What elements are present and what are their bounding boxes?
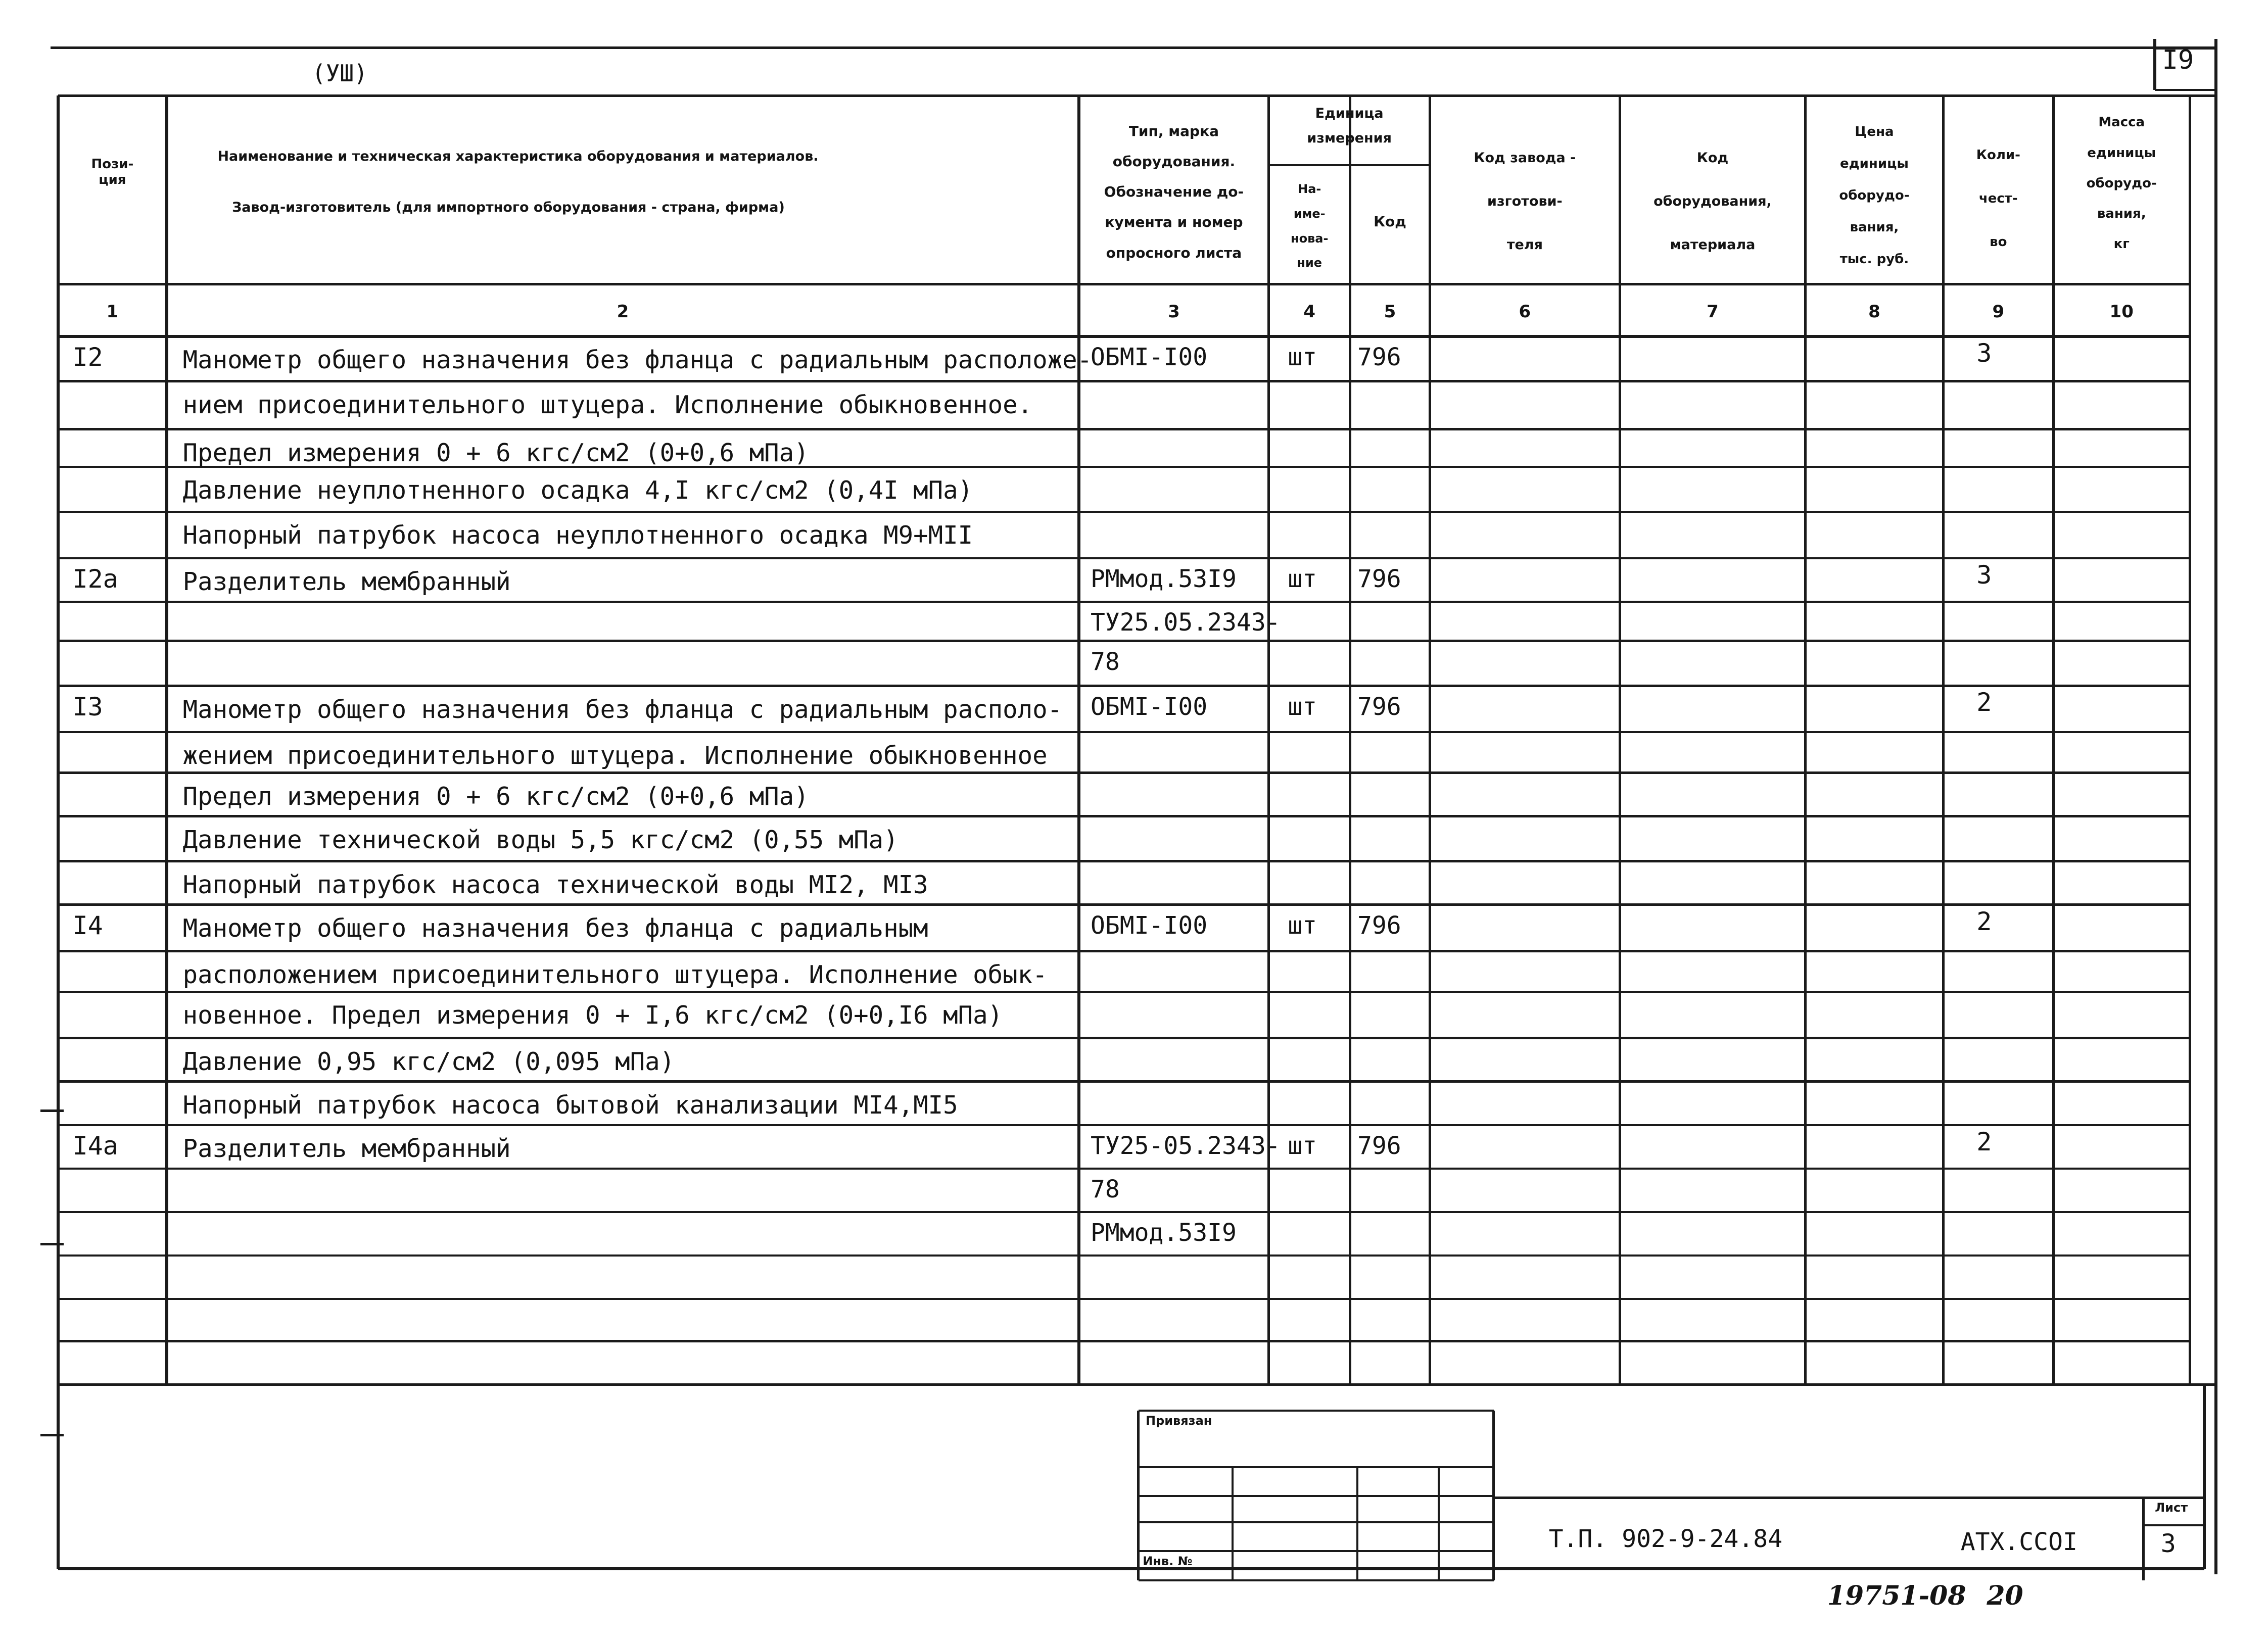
- row-position: I2а: [72, 564, 118, 594]
- row-unit: шт: [1288, 911, 1317, 940]
- stamp-line: [1356, 1467, 1358, 1580]
- row-line: [58, 731, 2190, 734]
- row-name: расположением присоединительного штуцера. Исполнение обык-: [182, 960, 1048, 989]
- header-unit-name: име-: [1293, 206, 1326, 221]
- row-quantity: 2: [1976, 1127, 1992, 1156]
- row-type: РМмод.53I9: [1090, 1219, 1237, 1247]
- header-mass: оборудо-: [2086, 175, 2157, 191]
- row-line: [58, 1254, 2190, 1257]
- header-unit-group: Единица: [1315, 105, 1384, 121]
- row-type: РМмод.53I9: [1090, 565, 1237, 594]
- column-divider: [165, 95, 168, 1384]
- row-line: [58, 557, 2190, 560]
- header-type: Тип, марка: [1128, 122, 1219, 139]
- row-line: [58, 1340, 2190, 1342]
- title-block-line: [2143, 1524, 2204, 1526]
- row-name: Разделитель мембранный: [182, 567, 511, 596]
- header-factory-code: теля: [1506, 236, 1543, 253]
- stamp-line: [1139, 1550, 1494, 1552]
- stamp-line: [1139, 1521, 1494, 1523]
- header-mass: единицы: [2087, 145, 2156, 161]
- row-position: I4: [72, 911, 103, 941]
- header-equipment-code: оборудования,: [1653, 193, 1772, 209]
- header-unit-group: измерения: [1307, 130, 1392, 146]
- row-name: Предел измерения 0 + 6 кгс/см2 (0+0,6 мПа): [182, 438, 809, 467]
- row-type: ТУ25-05.2343-: [1090, 1132, 1281, 1161]
- header-equipment-code: материала: [1670, 236, 1756, 253]
- header-bottom-line: [58, 283, 2190, 286]
- header-position: Пози-: [91, 156, 134, 172]
- row-name: нием присоединительного штуцера. Исполнение обыкновенное.: [182, 390, 1033, 419]
- sheet-label: Лист: [2155, 1501, 2188, 1515]
- row-line: [58, 950, 2190, 952]
- row-line: [58, 1037, 2190, 1039]
- row-name: Давление технической воды 5,5 кгс/см2 (0,55 мПа): [182, 825, 899, 854]
- header-unit-code: Код: [1374, 213, 1406, 230]
- stamp-line: [1139, 1495, 1494, 1497]
- row-quantity: 3: [1976, 560, 1992, 590]
- row-line: [58, 815, 2190, 817]
- header-name-line: Наименование и техническая характеристика оборудования и материалов.: [217, 149, 819, 165]
- row-line: [58, 1168, 2190, 1170]
- row-name: Манометр общего назначения без фланца с радиальным располо-: [182, 695, 1063, 724]
- column-number: 10: [2109, 301, 2134, 322]
- stamp-line: [1232, 1467, 1234, 1580]
- column-divider: [1429, 95, 1431, 1384]
- row-line: [58, 1124, 2190, 1127]
- stamp-line: [1139, 1410, 1494, 1412]
- row-name: Давление неуплотненного осадка 4,I кгс/см2 (0,4I мПа): [182, 476, 973, 505]
- unit-group-line: [1269, 164, 1430, 167]
- row-name: Давление 0,95 кгс/см2 (0,095 мПа): [182, 1047, 675, 1076]
- sheet-number: 3: [2160, 1528, 2176, 1558]
- section-roman-numeral: (УШ): [311, 59, 368, 87]
- column-number: 3: [1168, 301, 1180, 322]
- title-block-line: [1494, 1497, 2204, 1499]
- document-code: АТХ.ССОI: [1960, 1527, 2077, 1556]
- stamp-privyazan: Привязан: [1145, 1413, 1212, 1428]
- row-line: [58, 1298, 2190, 1300]
- table-bottom-line: [58, 1383, 2190, 1386]
- column-number: 1: [106, 301, 119, 322]
- row-line: [58, 1080, 2190, 1083]
- row-unit: шт: [1288, 692, 1317, 721]
- row-name: Напорный патрубок насоса технической воды МI2, МI3: [182, 870, 928, 899]
- header-unit-name: На-: [1298, 182, 1321, 197]
- column-divider: [1804, 95, 1807, 1384]
- row-line: [58, 771, 2190, 774]
- row-name: жением присоединительного штуцера. Исполнение обыкновенное: [182, 741, 1048, 770]
- header-mass: кг: [2113, 236, 2130, 252]
- row-type: ТУ25.05.2343-: [1090, 608, 1281, 637]
- column-number: 7: [1707, 301, 1719, 322]
- archive-number: 19751-08: [1827, 1580, 1966, 1611]
- column-divider: [1619, 95, 1621, 1384]
- column-number: 6: [1519, 301, 1531, 322]
- header-type: Обозначение до-: [1104, 183, 1244, 201]
- row-quantity: 3: [1976, 338, 1992, 368]
- row-line: [58, 685, 2190, 687]
- row-unit-code: 796: [1357, 565, 1401, 594]
- header-factory-code: Код завода -: [1474, 150, 1576, 166]
- row-unit-code: 796: [1357, 692, 1401, 721]
- header-price: вания,: [1850, 219, 1899, 235]
- row-name: Манометр общего назначения без фланца с радиальным: [182, 913, 928, 943]
- row-position: I4а: [72, 1131, 118, 1161]
- row-name: Предел измерения 0 + 6 кгс/см2 (0+0,6 мПа): [182, 782, 809, 811]
- column-number: 4: [1303, 301, 1316, 322]
- column-divider: [2052, 95, 2055, 1384]
- header-type: оборудования.: [1112, 153, 1236, 170]
- row-name: Разделитель мембранный: [182, 1134, 511, 1164]
- row-name: Напорный патрубок насоса бытовой канализации МI4,МI5: [182, 1090, 958, 1120]
- right-border: [2214, 39, 2217, 1574]
- header-mass: вания,: [2097, 206, 2146, 222]
- column-number: 5: [1384, 301, 1396, 322]
- stamp-line: [1139, 1579, 1494, 1581]
- column-number: 9: [1992, 301, 2005, 322]
- stamp-inv-no: Инв. №: [1143, 1554, 1193, 1569]
- row-unit-code: 796: [1357, 1132, 1401, 1161]
- row-line: [58, 428, 2190, 430]
- header-type: кумента и номер: [1105, 214, 1243, 231]
- column-divider: [2189, 95, 2191, 1384]
- row-quantity: 2: [1976, 906, 1992, 936]
- row-type: 78: [1090, 1175, 1120, 1204]
- row-unit-code: 796: [1357, 911, 1401, 940]
- row-name: Напорный патрубок насоса неуплотненного осадка М9+МII: [182, 521, 973, 550]
- handwritten-page: 20: [1987, 1580, 2023, 1611]
- row-position: I2: [72, 343, 103, 372]
- row-line: [58, 601, 2190, 603]
- title-block-line: [2142, 1498, 2145, 1580]
- right-frame-inner: [2203, 1384, 2206, 1568]
- header-position: ция: [99, 172, 126, 188]
- margin-tick: [40, 1434, 64, 1436]
- header-quantity: чест-: [1978, 191, 2018, 207]
- margin-tick: [40, 1109, 64, 1112]
- row-type: ОБМI-I00: [1090, 343, 1208, 372]
- row-type: ОБМI-I00: [1090, 911, 1208, 940]
- header-quantity: во: [1990, 234, 2007, 250]
- header-equipment-code: Код: [1696, 150, 1729, 166]
- number-row-line: [58, 335, 2190, 338]
- row-type: ОБМI-I00: [1090, 692, 1208, 721]
- column-divider: [1942, 95, 1945, 1384]
- header-price: единицы: [1840, 156, 1909, 171]
- row-unit: шт: [1288, 1132, 1317, 1161]
- column-number: 8: [1868, 301, 1880, 322]
- header-quantity: Коли-: [1976, 148, 2020, 163]
- header-price: Цена: [1855, 124, 1894, 139]
- column-divider: [1349, 95, 1351, 1384]
- header-factory-code: изготови-: [1487, 193, 1563, 209]
- row-unit: шт: [1288, 565, 1317, 594]
- page-box-line: [2153, 39, 2156, 89]
- row-type: 78: [1090, 647, 1120, 676]
- table-top-line: [58, 94, 2216, 98]
- top-border: [51, 46, 2155, 49]
- header-price: тыс. руб.: [1839, 252, 1909, 267]
- row-line: [58, 380, 2190, 382]
- header-unit-name: ние: [1297, 256, 1322, 270]
- project-number: Т.П. 902-9-24.84: [1548, 1524, 1783, 1553]
- row-line: [58, 860, 2190, 862]
- margin-tick: [40, 1243, 64, 1245]
- header-type: опросного листа: [1106, 244, 1242, 261]
- row-position: I3: [72, 692, 103, 721]
- column-divider: [1267, 95, 1270, 1384]
- row-quantity: 2: [1976, 688, 1992, 717]
- row-line: [58, 640, 2190, 642]
- row-line: [58, 511, 2190, 513]
- row-line: [58, 991, 2190, 993]
- row-unit-code: 796: [1357, 343, 1401, 372]
- header-price: оборудо-: [1839, 187, 1910, 203]
- page-box-line: [2155, 89, 2216, 91]
- bottom-border: [58, 1567, 2204, 1570]
- row-name: новенное. Предел измерения 0 + I,6 кгс/см2 (0+0,I6 мПа): [182, 1001, 1003, 1030]
- stamp-line: [1139, 1466, 1494, 1468]
- row-line: [58, 903, 2190, 906]
- header-unit-name: нова-: [1291, 231, 1329, 246]
- header-name-line: Завод-изготовитель (для импортного оборудования - страна, фирма): [232, 199, 785, 215]
- page-number: I9: [2162, 44, 2194, 75]
- header-mass: Масса: [2098, 115, 2145, 130]
- column-divider: [1077, 95, 1080, 1384]
- row-name: Манометр общего назначения без фланца с радиальным расположе-: [182, 345, 1093, 374]
- row-line: [58, 1211, 2190, 1214]
- row-unit: шт: [1288, 343, 1317, 372]
- stamp-line: [1438, 1467, 1440, 1580]
- column-number: 2: [617, 301, 629, 322]
